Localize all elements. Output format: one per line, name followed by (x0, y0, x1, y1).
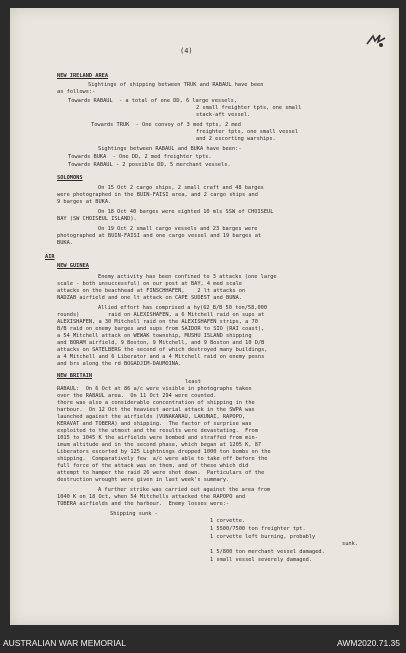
body-line: harbour. On 12 Oct the heaviest aerial attack in the SWPA was (57, 407, 255, 413)
body-line: KERAVAT and TOBERA) and shipping. The factor of surprise was (57, 421, 252, 427)
body-line: Towards RABAUL - a total of one DD, 6 large vessels, (68, 98, 238, 104)
body-line: a 4 Mitchell and 6 Liberator and a 4 Mitchell raid on enemy posns (57, 354, 265, 360)
body-line: 9 barges at BUKA. (57, 199, 112, 205)
loss-item: 1 5/800 ton merchant vessel damaged. (210, 549, 325, 555)
body-line: scale - both unsuccessful) on our post at BAY, 4 med scale (57, 281, 242, 287)
body-line: Towards RABAUL - 2 possible DD, 5 merchant vessels. (68, 162, 231, 168)
body-line: and brs along the rd BOGADJIM-DAUMOINA. (57, 361, 182, 367)
body-line: Sightings of shipping between TRUK and RABAUL have been (88, 82, 264, 88)
body-line: Enemy activity has been confined to 3 attacks (one large (98, 274, 277, 280)
archive-footer (0, 633, 406, 653)
body-line: 2 small freighter tpts, one small (196, 105, 302, 111)
body-line: BAY (SW CHOISEUL ISLAND). (57, 216, 137, 222)
shipping-sunk-label: Shipping sunk - (110, 511, 158, 517)
body-line: Allied effort has comprised a hy(62 B/B 50 ton/58,000 (98, 305, 268, 311)
heading-new-britain: NEW BRITAIN (57, 373, 93, 379)
body-line: TOBERA airfields and the harbour. Enemy losses were:- (57, 501, 230, 507)
body-line: launched against the airfields (VUNAKANAU, LAKUNAI, RAPOPO, (57, 414, 246, 420)
heading-new-guinea: NEW GUINEA (57, 263, 89, 269)
loss-item: 1 corvette. (210, 518, 246, 524)
page-number: (4) (180, 47, 193, 55)
body-line: and 2 escorting warships. (196, 136, 276, 142)
body-line: stack-aft vessel. (196, 112, 251, 118)
body-line: full force of the attack was on them, and of these which did (57, 463, 249, 469)
body-line: attacks on the beachhead at FINSCHHAFEN, 2 lt attacks on (57, 288, 246, 294)
body-line: rounds) raid on ALEXISHAFEN, a 6 Mitchell raid on sups at (57, 312, 265, 318)
body-line: there was also a considerable concentration of shipping in the (57, 400, 255, 406)
loss-item: 1 small vessel severely damaged. (210, 557, 313, 563)
body-line: attacks on SATELBERG the second of which destroyed many buildings, (57, 347, 268, 353)
body-line: and BORAM airfield, 9 Boston, 9 Mitchell, and 9 Boston and 10 D/B (57, 340, 265, 346)
body-line: Liberators escorted by 125 Lightnings dropped 1000 ton bombs on the (57, 449, 271, 455)
body-line: NADZAB airfield and one lt attack on CAPE SUDEST and BUNA. (57, 295, 242, 301)
body-line: ALEXISHAFEN, a 30 Mitchell raid on the ALEXISHAFEN strips, a 70 (57, 319, 258, 325)
body-line: BUKA. (57, 240, 73, 246)
body-line: exploited to the utmost and the results were devastating. From (57, 428, 258, 434)
body-line: On 15 Oct 2 cargo ships, 2 small craft and 48 barges (98, 185, 264, 191)
heading-solomons: SOLOMONS (57, 175, 83, 181)
document-text (10, 8, 399, 625)
body-line: 1015 to 1045 K the airfields were bombed and straffed from min- (57, 435, 258, 441)
body-line: On 19 Oct 2 small cargo vessels and 23 barges were (98, 226, 258, 232)
body-line: attempt to hamper the raid 26 were shot down. Particulars of the (57, 470, 265, 476)
body-line: freighter tpts, one small vessel (196, 129, 299, 135)
body-line: A further strike was carried out against the area from (98, 487, 271, 493)
body-line: On 18 Oct 40 barges were sighted 10 mls SSW of CHOISEUL (98, 209, 274, 215)
body-line: RABAUL: On 6 Oct at 86 a/c were visible in photographs taken (57, 386, 252, 392)
body-line: Sightings between RABAUL and BUKA have been:- (98, 146, 242, 152)
body-line: as follows:- (57, 89, 96, 95)
body-line: imum altitude and in the second phase, which began at 1205 K, 87 (57, 442, 262, 448)
body-line: over the RABAUL area. On 11 Oct 294 were counted. (57, 393, 217, 399)
body-line: 1040 K on 18 Oct, when 54 Mitchells attacked the RAPOPO and (57, 494, 246, 500)
body-line: photographed at BUIN-FAISI and one cargo vessel and 19 barges at (57, 233, 262, 239)
heading-new-ireland: NEW IRELAND AREA (57, 73, 109, 79)
body-line: were photographed in the BUIN-FAISI area, and 2 cargo ships and (57, 192, 258, 198)
loss-item: 1 5500/7500 ton freighter tpt. (210, 526, 306, 532)
archive-reference: AWM2020.71.35 (337, 638, 400, 648)
loss-item: 1 corvette left burning, probably (210, 534, 316, 540)
body-line: Towards TRUK - One convoy of 3 med tpts, 2 med (91, 122, 241, 128)
body-line: Towards BUKA - One DD, 2 med freighter tpts. (68, 154, 212, 160)
body-line: B/B raid on enemy barges and sups from SAIDOR to SIO (RAI coast), (57, 326, 265, 332)
document-page (10, 8, 399, 625)
body-line: least (185, 379, 201, 385)
body-line: destruction wrought were given in last week's summary. (57, 477, 230, 483)
archive-name: AUSTRALIAN WAR MEMORIAL (3, 638, 126, 648)
heading-air: AIR (45, 254, 55, 260)
body-line: a 54 Mitchell attack on WEWAK township, MUSHU ISLAND shipping (57, 333, 252, 339)
body-line: shipping. Comparatively few a/c were able to take off before the (57, 456, 268, 462)
loss-item: sunk. (342, 541, 358, 547)
